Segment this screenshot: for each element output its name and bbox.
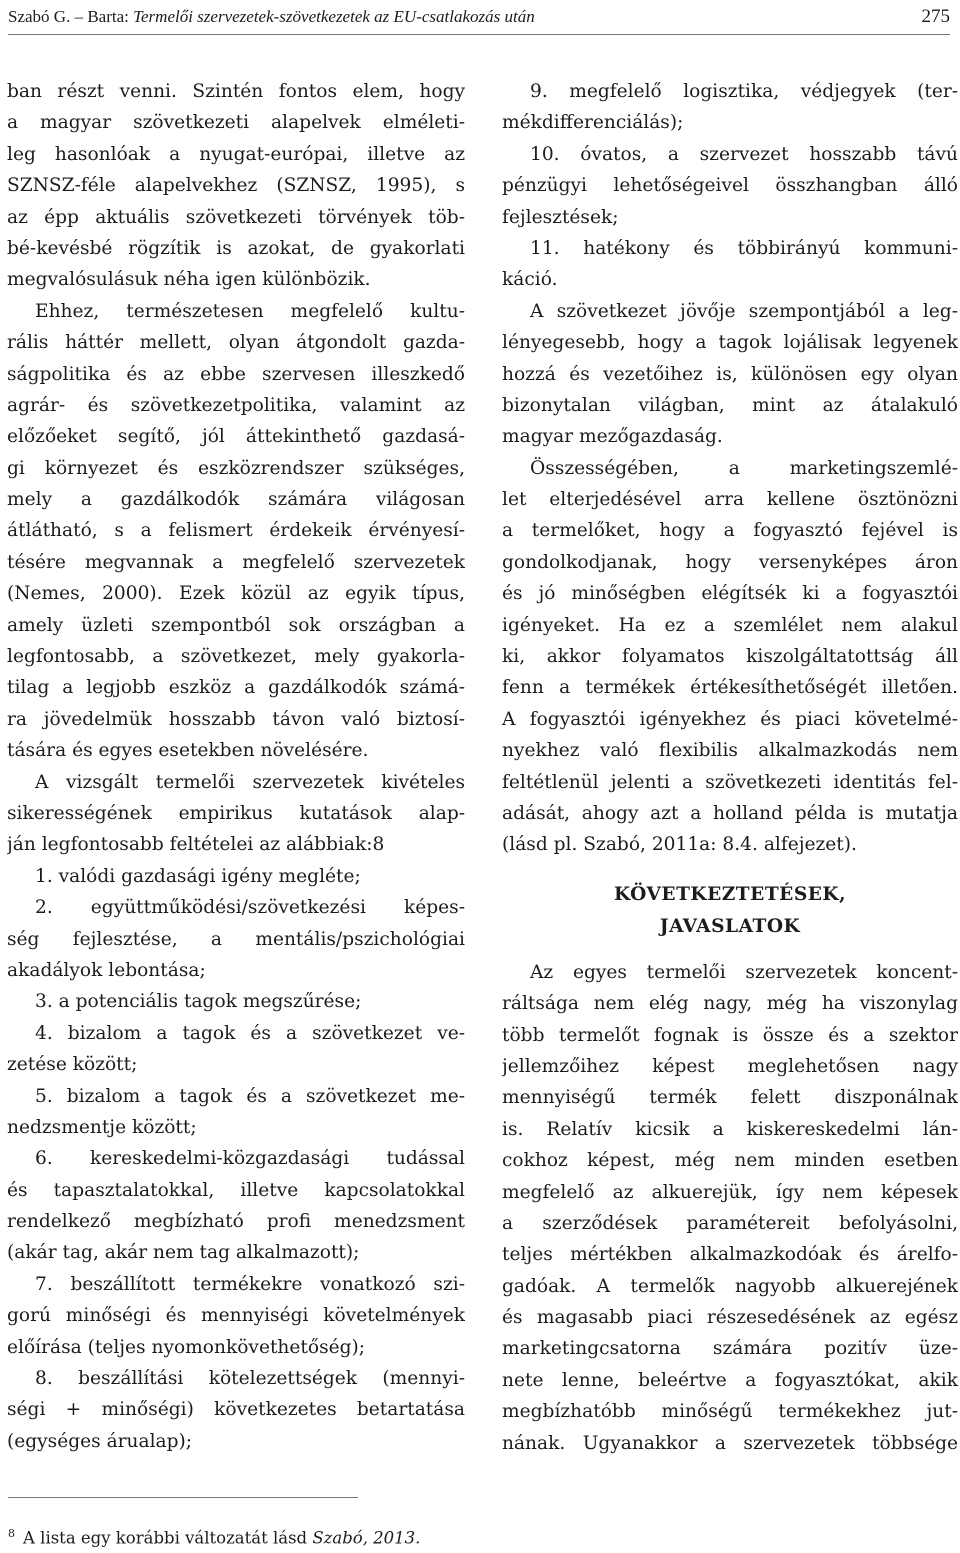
text-line: ban részt venni. Szintén fontos elem, hogy (7, 81, 465, 102)
spacer (502, 861, 958, 879)
text-line: előírása (teljes nyomonkövethetőség); (7, 1336, 366, 1358)
text-line: ra jövedelmük hosszabb távon való biztosí- (7, 708, 465, 730)
text-line: gi környezet és eszközrendszer szükséges, (7, 457, 465, 479)
text-line: ség fejlesztése, a mentális/pszichológiai (7, 928, 465, 950)
text-line: sikerességének empirikus kutatások alap- (7, 802, 465, 824)
text-line: A fogyasztói igényekhez és piaci követelmé- (502, 708, 958, 730)
text-line: mennyiségű termék felett diszponálnak (502, 1087, 958, 1109)
right-column-top-text (502, 76, 958, 861)
text-line: 4. bizalom a tagok és a szövetkezet ve- (35, 1022, 465, 1044)
section-heading-line1: KÖVETKEZTETÉSEK, (613, 883, 847, 905)
text-line: gondolkodjanak, hogy versenyképes áron (502, 551, 958, 573)
text-line: nának. Ugyanakkor a szervezetek többsége (502, 1432, 958, 1454)
text-line: adását, ahogy azt a holland példa is mutatja (502, 802, 958, 824)
text-line: leg hasonlóak a nyugat-európai, illetve az (7, 143, 465, 165)
text-line: gorú minőségi és mennyiségi követelmények (7, 1305, 465, 1327)
text-line: igényeket. Ha ez a szemlélet nem alakul (502, 614, 958, 636)
text-line: ságpolitika és az ebbe szervesen illeszkedő (7, 363, 465, 385)
header-authors: Szabó G. – Barta: (8, 7, 134, 26)
text-line: 3. a potenciális tagok megszűrése; (35, 991, 362, 1013)
text-line: mely a gazdálkodók számára világosan (7, 489, 465, 511)
text-line: Összességében, a marketingszemlé- (530, 457, 958, 479)
text-line: lényegesebb, hogy a tagok lojálisak legyenek (502, 332, 958, 354)
footnote-separator (8, 1497, 358, 1498)
text-line: bé-kevésbé rögzítik is azokat, de gyakorlati (7, 237, 465, 259)
text-line: átlátható, s a felismert érdekeik érvényesí- (7, 520, 465, 542)
text-line: 10. óvatos, a szervezet hosszabb távú (530, 143, 958, 165)
text-line: cokhoz képest, még nem minden esetben (502, 1150, 958, 1172)
text-line: az épp aktuális szövetkezeti törvények töb- (7, 206, 465, 228)
text-line: ki, akkor folyamatos kiszolgáltatottság áll (502, 646, 958, 668)
text-line: A vizsgált termelői szervezetek kivételes (35, 771, 465, 793)
text-line: és magasabb piaci részesedésének az egész (502, 1307, 958, 1329)
text-line: rális háttér mellett, olyan átgondolt gazda- (7, 332, 465, 354)
text-line: a szerződések paramétereit befolyásolni, (502, 1212, 958, 1234)
text-line: marketingcsatorna számára pozitív üze- (502, 1338, 958, 1360)
text-line: legfontosabb, a szövetkezet, mely gyakorla- (7, 646, 465, 668)
text-line: 5. bizalom a tagok és a szövetkezet me- (35, 1085, 465, 1107)
text-line: tilag a legjobb eszköz a gazdálkodók számá- (7, 677, 465, 699)
text-line: (lásd pl. Szabó, 2011a: 8.4. alfejezet). (502, 834, 857, 856)
text-line: a magyar szövetkezeti alapelvek elméleti- (7, 112, 465, 134)
right-column (502, 76, 958, 1459)
text-line: megfelelő az alkuerejük, így nem képesek (502, 1181, 958, 1203)
text-line: bizonytalan világban, mint az átalakuló (502, 394, 958, 416)
text-line: a termelőket, hogy a fogyasztó fejével is (502, 520, 958, 542)
spacer (502, 943, 958, 957)
text-line: 7. beszállított termékekre vonatkozó szi- (35, 1273, 465, 1295)
text-line: nedzsmentje között; (7, 1116, 197, 1138)
text-line: 6. kereskedelmi-közgazdasági tudással (35, 1148, 465, 1170)
text-line: 11. hatékony és többirányú kommuni- (530, 237, 958, 259)
text-line: ján legfontosabb feltételei az alábbiak:8 (7, 834, 385, 856)
text-line: pénzügyi lehetőségeivel összhangban álló (502, 175, 958, 197)
text-line: feltétlenül jelenti a szövetkezeti identitás fel- (502, 771, 958, 793)
text-line: (egységes árualap); (7, 1430, 193, 1452)
right-column-bottom-text (502, 957, 958, 1459)
text-line: jellemzőihez képest meglehetősen nagy (502, 1055, 958, 1077)
text-line: let elterjedésével arra kellene ösztönözni (502, 489, 958, 511)
footnote-reference: Szabó, 2013. (312, 1528, 421, 1548)
text-line: tésére megvannak a megfelelő szervezetek (7, 551, 465, 573)
section-heading-line2: JAVASLATOK (659, 915, 801, 937)
text-line: megbízhatóbb minőségű termékekhez jut- (502, 1401, 958, 1423)
text-line: (Nemes, 2000). Ezek közül az egyik típus, (7, 583, 465, 605)
text-line: hozzá és vezetőihez is, különösen egy olyan (502, 363, 958, 385)
text-line: káció. (502, 269, 558, 291)
running-header (8, 4, 950, 35)
text-line: megvalósulásuk néha igen különbözik. (7, 269, 371, 291)
text-line: Ehhez, természetesen megfelelő kultu- (35, 300, 465, 322)
text-line: SZNSZ-féle alapelvekhez (SZNSZ, 1995), s (7, 175, 465, 197)
text-line: 2. együttműködési/szövetkezési képes- (35, 897, 465, 919)
text-line: 9. megfelelő logisztika, védjegyek (ter- (530, 81, 958, 102)
text-line: nyekhez való flexibilis alkalmazkodás nem (502, 740, 958, 762)
text-line: ségi + minőségi) következetes betartatása (7, 1399, 465, 1421)
text-line: fejlesztések; (502, 206, 619, 228)
text-line: Az egyes termelői szervezetek koncent- (530, 961, 958, 983)
header-citation (8, 4, 535, 30)
text-line: és tapasztalatokkal, illetve kapcsolatokkal (7, 1179, 465, 1201)
text-line: agrár- és szövetkezetpolitika, valamint az (7, 394, 465, 416)
text-line: ráltsága nem elég nagy, még ha viszonylag (502, 993, 958, 1015)
text-line: akadályok lebontása; (7, 959, 206, 981)
text-line: tására és egyes esetekben növelésére. (7, 740, 369, 762)
footnote-number: 8 (8, 1527, 15, 1540)
text-line: fenn a termékek értékesíthetőségét illetően. (502, 677, 958, 699)
page-number: 275 (921, 6, 950, 27)
text-line: magyar mezőgazdaság. (502, 426, 723, 448)
text-line: és jó minőségben elégítsék ki a fogyasztói (502, 583, 958, 605)
text-line: 8. beszállítási kötelezettségek (mennyi- (35, 1368, 465, 1390)
text-line: 1. valódi gazdasági igény megléte; (35, 865, 361, 887)
header-title: Termelői szervezetek-szövetkezetek az EU-csatlakozás után (133, 7, 535, 26)
text-line: A szövetkezet jövője szempontjából a leg- (530, 300, 958, 322)
text-line: előzőeket segítő, jól áttekinthető gazdasá- (7, 426, 465, 448)
text-line: is. Relatív kicsik a kiskereskedelmi lán- (502, 1118, 958, 1140)
text-line: nete lenne, beleértve a fogyasztókat, akik (502, 1369, 958, 1391)
footnote (8, 1522, 420, 1551)
text-line: zetése között; (7, 1054, 138, 1076)
text-line: mékdifferenciálás); (502, 112, 684, 134)
left-column (7, 76, 465, 1457)
text-line: rendelkező megbízható profi menedzsment (7, 1211, 465, 1233)
text-line: gadóak. A termelők nagyobb alkuerejének (502, 1275, 958, 1297)
text-line: amely üzleti szempontból sok országban a (7, 614, 465, 636)
text-line: több termelőt fognak is össze és a szektor (502, 1024, 958, 1046)
text-line: (akár tag, akár nem tag alkalmazott); (7, 1242, 360, 1264)
footnote-text: A lista egy korábbi változatát lásd (23, 1528, 313, 1548)
text-line: teljes mértékben alkalmazkodóak és árelfo- (502, 1244, 958, 1266)
